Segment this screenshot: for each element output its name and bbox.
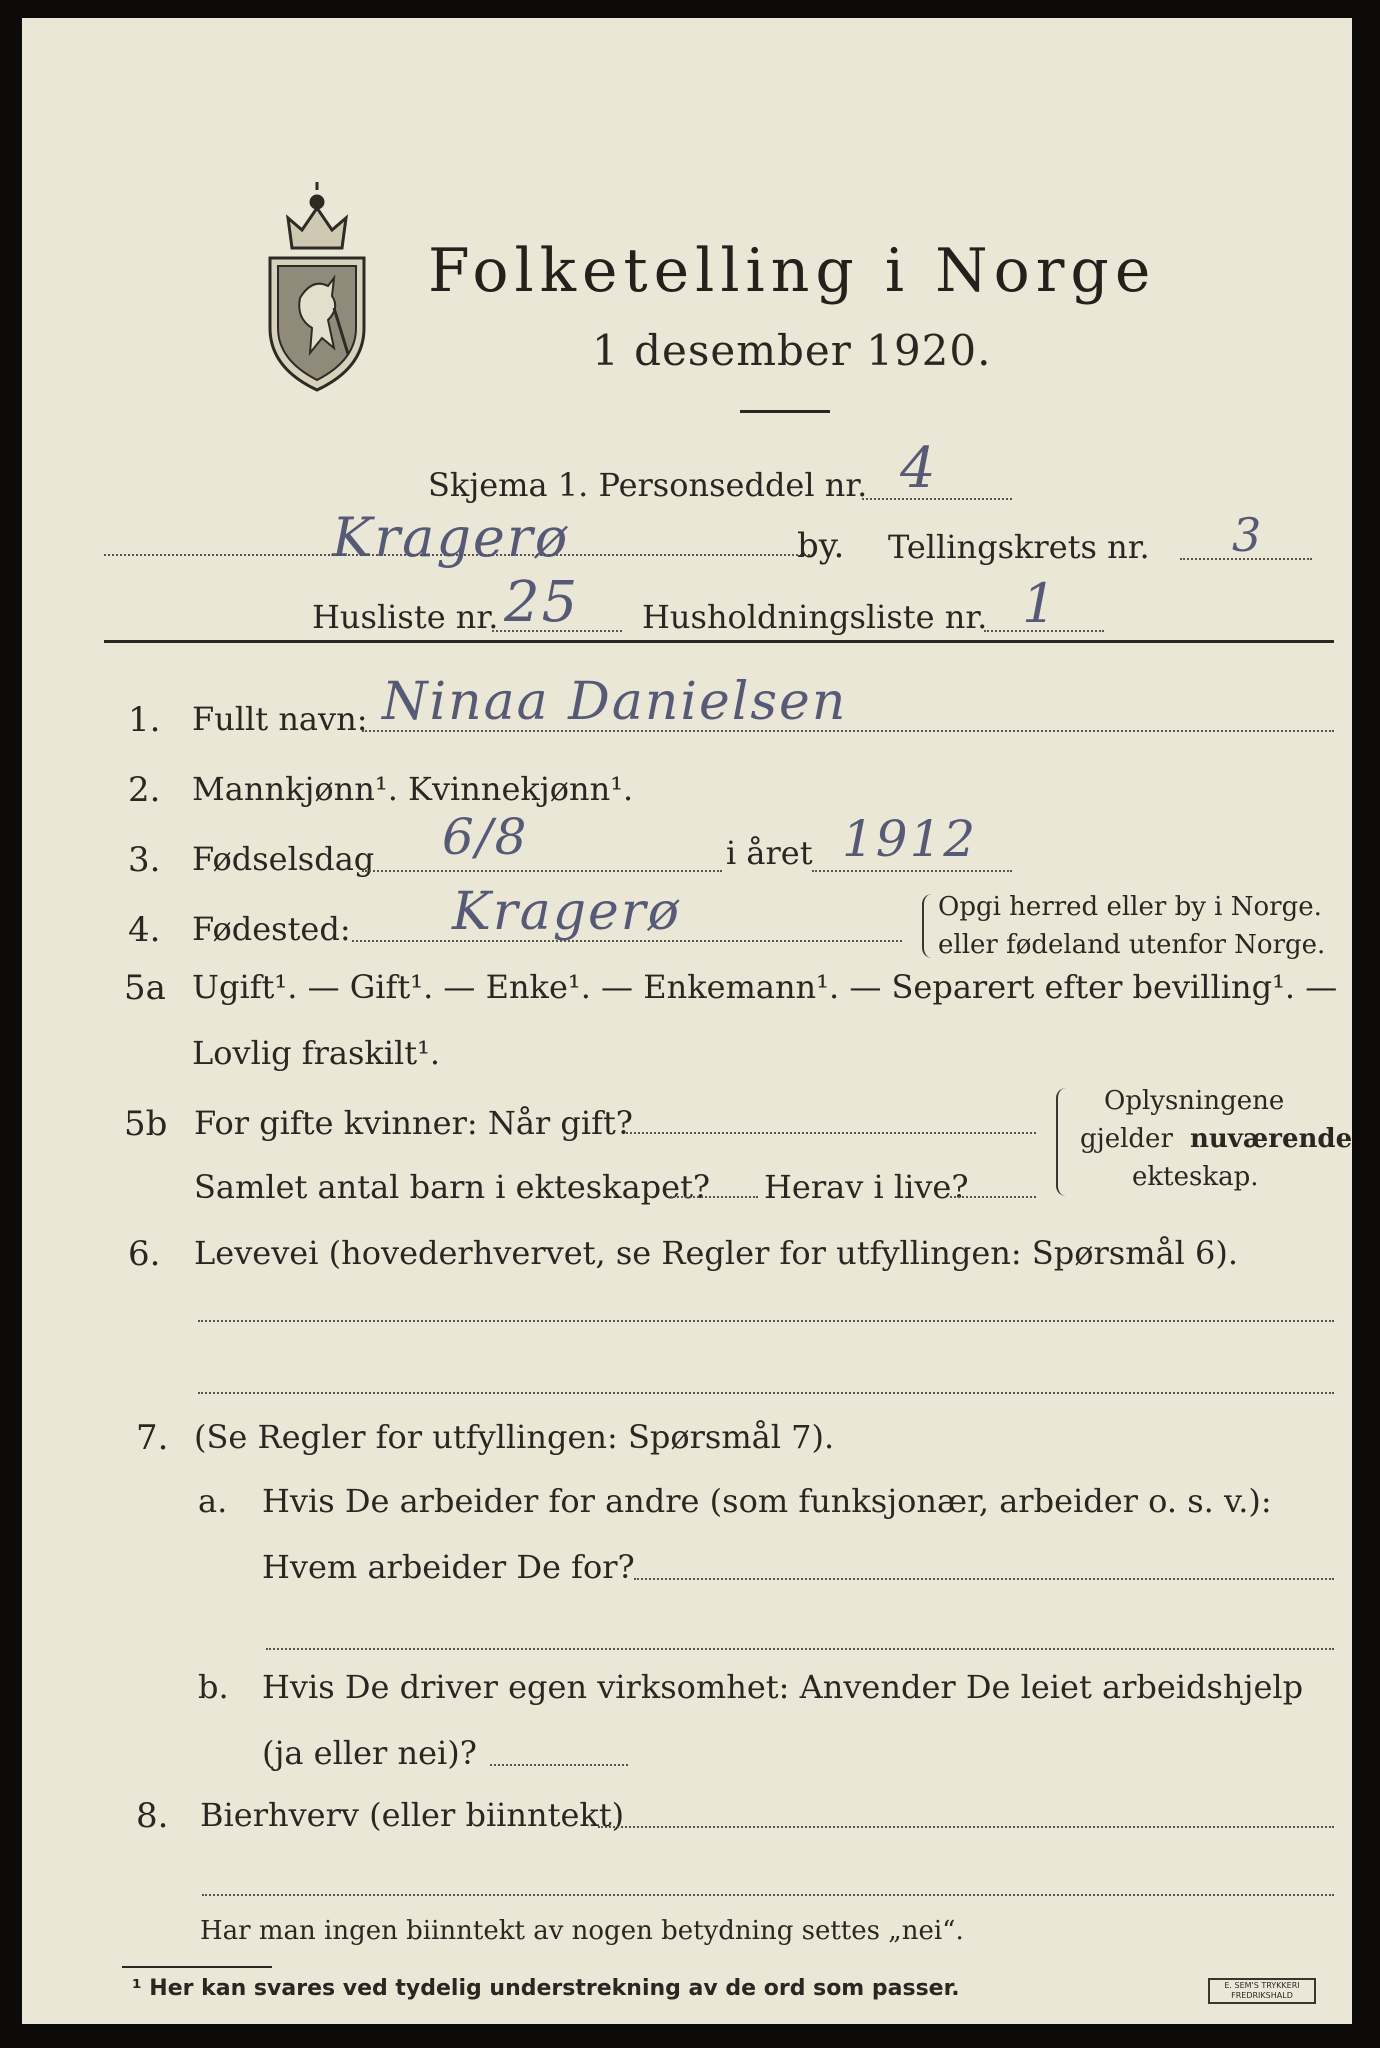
q1-label: Fullt navn:: [192, 700, 368, 738]
q7a-letter: a.: [198, 1482, 228, 1520]
q2-number: 2.: [128, 770, 161, 810]
q6-number: 6.: [128, 1234, 161, 1274]
year-label: i året: [726, 834, 813, 872]
children-alive-line[interactable]: [950, 1196, 1036, 1198]
occupation-line-1[interactable]: [198, 1320, 1334, 1322]
birthplace-note-2: eller fødeland utenfor Norge.: [938, 930, 1326, 960]
city-value: Kragerø: [332, 506, 570, 569]
birthyear-line[interactable]: [812, 870, 1012, 872]
footnote-divider: [122, 1966, 272, 1968]
married-when-line[interactable]: [626, 1132, 1036, 1134]
footnote: ¹ Her kan svares ved tydelig understrekning av de ord som passer.: [132, 1976, 960, 2001]
q5a-number: 5a: [124, 968, 166, 1008]
q8-label: Bierhverv (eller biinntekt): [200, 1796, 625, 1834]
q5b-number: 5b: [124, 1104, 168, 1144]
q5b-alive-label: Herav i live?: [764, 1168, 969, 1206]
q3-label: Fødselsdag: [192, 840, 375, 878]
form-title: Folketelling i Norge: [428, 236, 1157, 306]
side-income-line-1[interactable]: [598, 1826, 1334, 1828]
coat-of-arms-icon: [262, 178, 372, 398]
employer-line-2[interactable]: [266, 1648, 1334, 1650]
q7b-line1: Hvis De driver egen virksomhet: Anvender De leiet arbeidshjelp: [262, 1668, 1304, 1706]
birthdate-line[interactable]: [362, 870, 722, 872]
q1-number: 1.: [128, 700, 161, 740]
marriage-note-2a: gjelder: [1080, 1124, 1173, 1154]
q6-label: Levevei (hovederhvervet, se Regler for utfyllingen: Spørsmål 6).: [194, 1234, 1239, 1272]
q5b-line1: For gifte kvinner: Når gift?: [194, 1104, 633, 1142]
tellingskrets-value: 3: [1232, 508, 1264, 562]
q5a-line2: Lovlig fraskilt¹.: [192, 1034, 441, 1072]
form-date: 1 desember 1920.: [592, 326, 992, 375]
census-form-page: [22, 18, 1352, 2024]
q8-number: 8.: [136, 1796, 169, 1836]
husliste-label: Husliste nr.: [312, 598, 499, 636]
marriage-note-3: ekteskap.: [1132, 1162, 1259, 1192]
marriage-note-brace: [1056, 1088, 1068, 1196]
occupation-line-2[interactable]: [198, 1392, 1334, 1394]
q2-label: Mannkjønn¹. Kvinnekjønn¹.: [192, 770, 634, 808]
employer-line-1[interactable]: [634, 1578, 1334, 1580]
birthplace-note-1: Opgi herred eller by i Norge.: [938, 892, 1322, 922]
q7-label: (Se Regler for utfyllingen: Spørsmål 7).: [194, 1418, 835, 1456]
q7a-line1: Hvis De arbeider for andre (som funksjonær, arbeider o. s. v.):: [262, 1482, 1272, 1520]
q4-number: 4.: [128, 910, 161, 950]
hired-help-line[interactable]: [490, 1764, 628, 1766]
q7b-letter: b.: [198, 1668, 229, 1706]
full-name-value: Ninaa Danielsen: [382, 672, 848, 732]
title-divider: [740, 410, 830, 413]
q7a-line2: Hvem arbeider De for?: [262, 1548, 635, 1586]
marriage-note-2b: nuværende: [1190, 1124, 1353, 1154]
q3-number: 3.: [128, 840, 161, 880]
side-income-line-2[interactable]: [202, 1894, 1334, 1896]
marriage-note-1: Oplysningene: [1104, 1086, 1285, 1116]
husliste-value: 25: [504, 570, 580, 635]
by-label: by.: [797, 526, 845, 566]
skjema-value: 4: [900, 436, 938, 501]
q5b-children-label: Samlet antal barn i ekteskapet?: [194, 1168, 711, 1206]
q7-number: 7.: [136, 1418, 169, 1458]
husholdningsliste-label: Husholdningsliste nr.: [642, 598, 988, 636]
q5a-line1: Ugift¹. — Gift¹. — Enke¹. — Enkemann¹. — Separert efter bevilling¹. —: [192, 968, 1338, 1006]
q7b-line2: (ja eller nei)?: [262, 1734, 477, 1772]
tellingskrets-label: Tellingskrets nr.: [888, 528, 1150, 566]
q4-label: Fødested:: [192, 910, 351, 948]
children-count-line[interactable]: [670, 1196, 758, 1198]
birthyear-value: 1912: [842, 810, 978, 868]
q8-note: Har man ingen biinntekt av nogen betydning settes „nei“.: [200, 1916, 964, 1946]
birthplace-note-brace: [922, 894, 932, 958]
printer-stamp: E. SEM'S TRYKKERI FREDRIKSHALD: [1208, 1978, 1316, 2004]
skjema-label: Skjema 1. Personseddel nr.: [428, 466, 868, 504]
birthdate-value: 6/8: [442, 808, 529, 866]
birthplace-value: Kragerø: [452, 882, 681, 942]
husholdningsliste-value: 1: [1022, 572, 1059, 635]
header-divider: [104, 640, 1334, 643]
